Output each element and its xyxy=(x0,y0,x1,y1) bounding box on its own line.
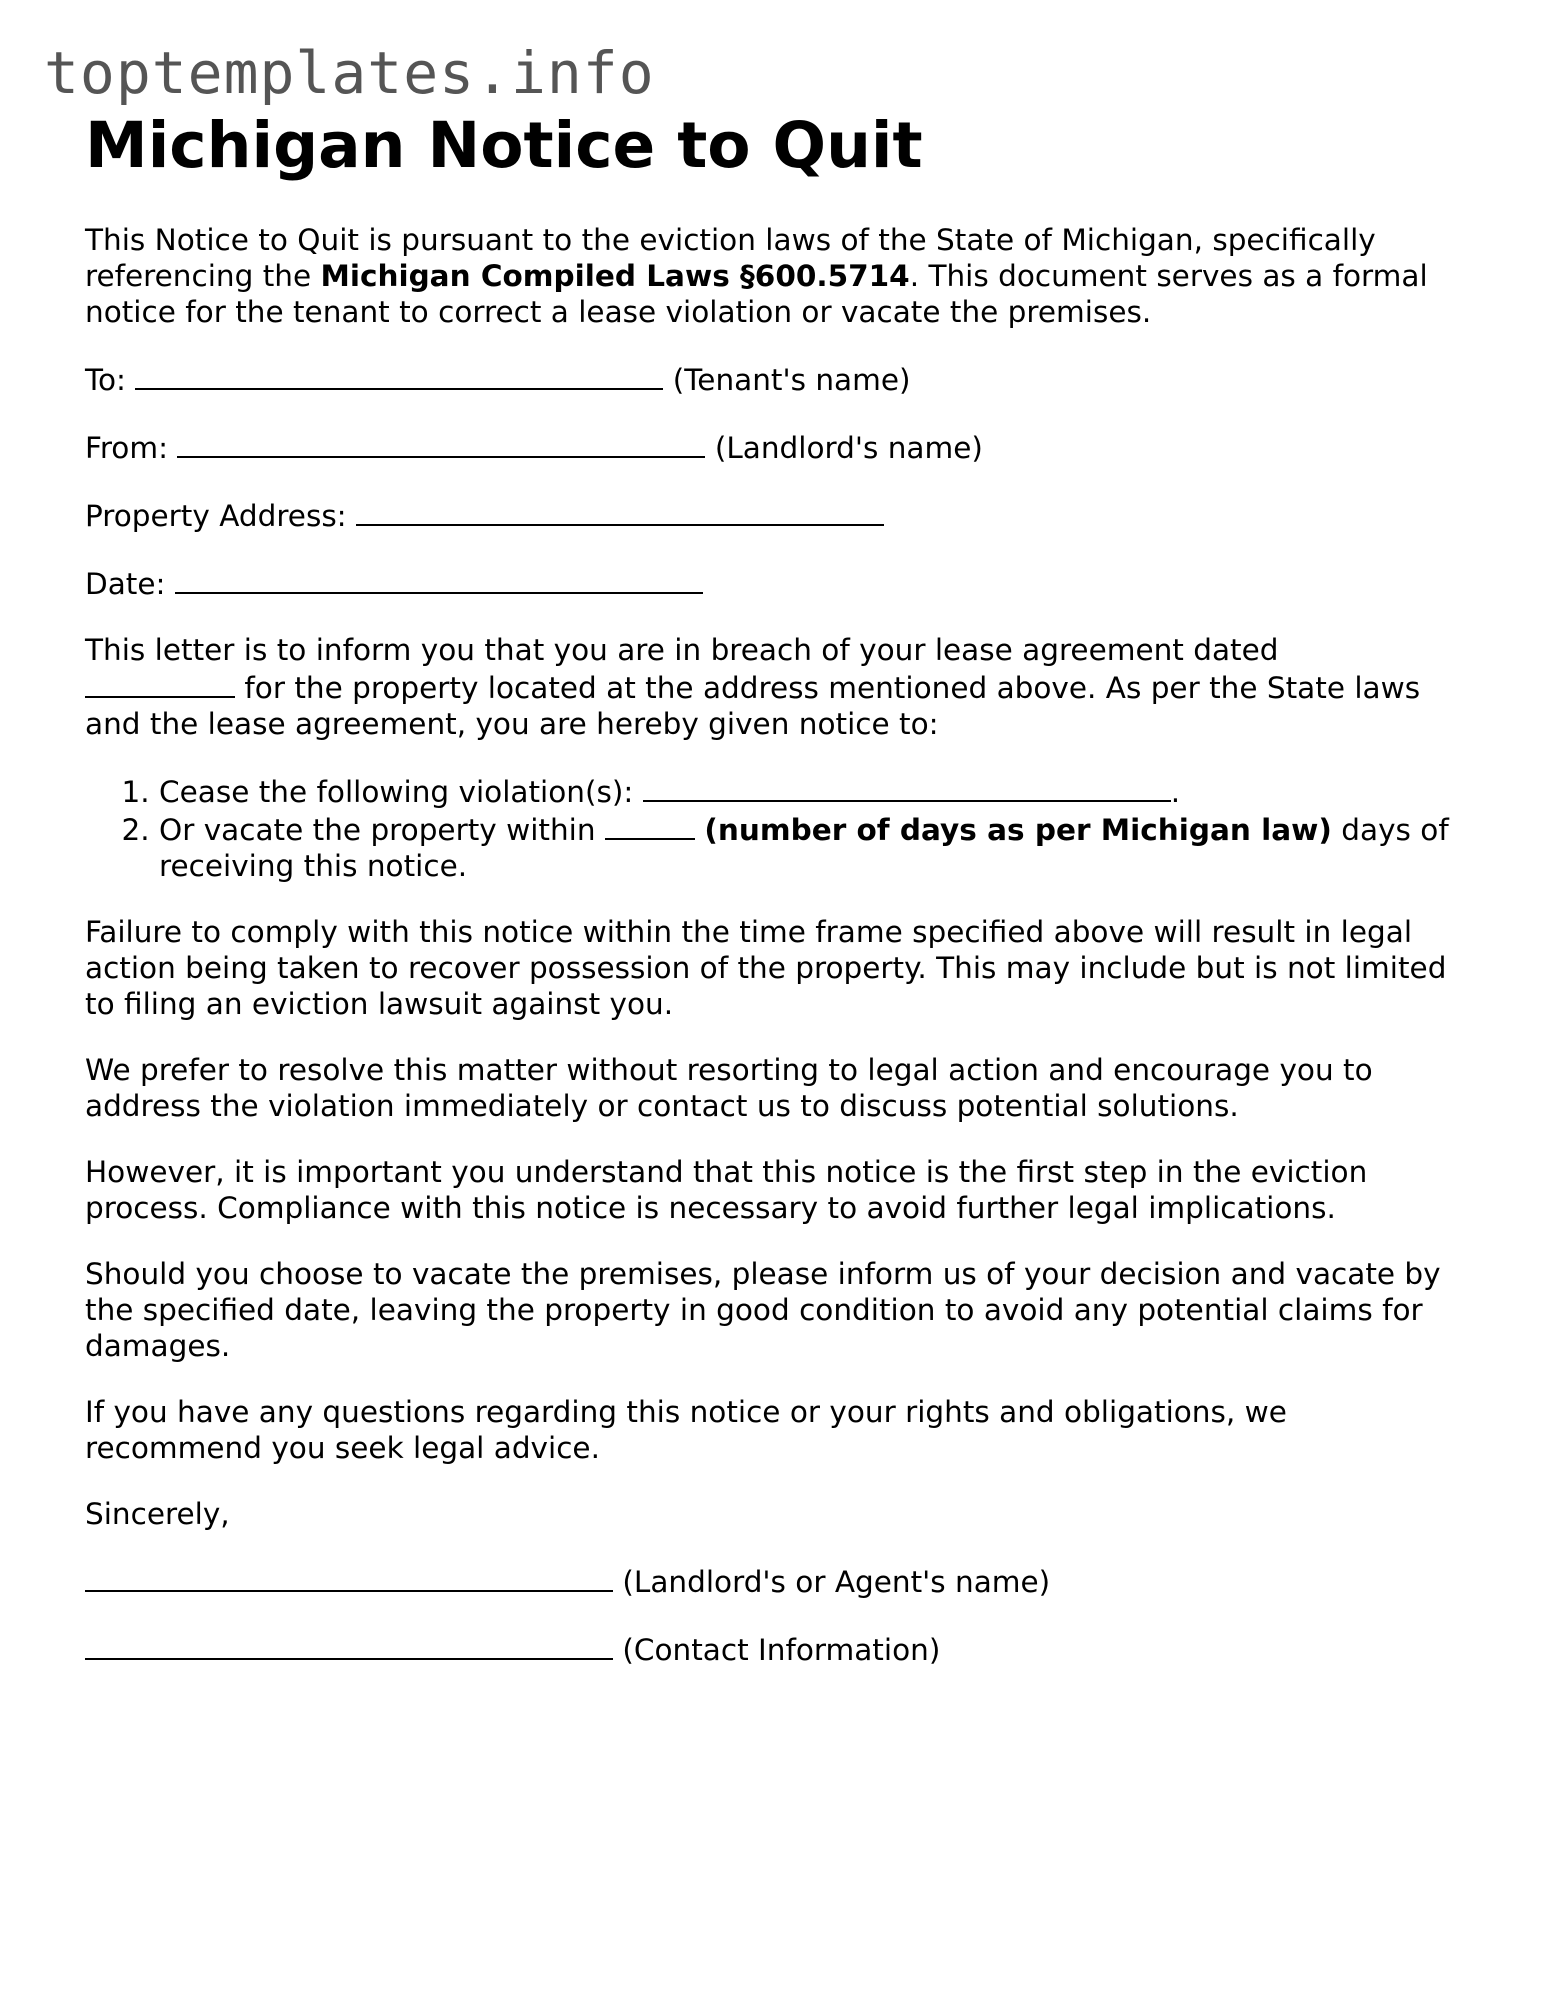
document-title: Michigan Notice to Quit xyxy=(85,109,923,182)
intro-text-end: . This document serves as a formal notice for the tenant to correct a lease violation or vacate the premises. xyxy=(85,258,1428,329)
statute-reference: Michigan Compiled Laws §600.5714 xyxy=(320,258,910,293)
to-hint: (Tenant's name) xyxy=(672,362,911,397)
watermark: toptemplates.info xyxy=(44,39,655,107)
contact-info-blank[interactable] xyxy=(85,1630,613,1660)
to-label: To: xyxy=(85,362,126,397)
list-item xyxy=(159,772,1465,810)
contact-hint: (Contact Information) xyxy=(622,1632,941,1667)
date-blank[interactable] xyxy=(175,564,703,594)
prefer-paragraph: We prefer to resolve this matter without resorting to legal action and encourage you to address the violation immediately or contact us to discuss potential solutions. xyxy=(85,1052,1373,1123)
vacate-text-end: days of receiving this notice. xyxy=(159,812,1449,883)
notice-actions-list xyxy=(85,772,1465,884)
list-item xyxy=(159,810,1465,884)
vacate-paragraph: Should you choose to vacate the premises, please inform us of your decision and vacate by the specified date, leaving the property in good condition to avoid any potential claims for damages. xyxy=(85,1256,1441,1363)
date-field-row xyxy=(85,564,1465,602)
violation-blank[interactable] xyxy=(643,772,1171,802)
vacate-text-start: Or vacate the property within xyxy=(159,812,596,847)
signer-row xyxy=(85,1562,1465,1600)
violation-text: Cease the following violation(s): xyxy=(159,774,634,809)
signer-hint: (Landlord's or Agent's name) xyxy=(622,1564,1051,1599)
intro-text-start: This Notice to Quit is pursuant to the eviction laws of the State of Michigan, specifically referencing the xyxy=(85,222,1376,293)
lease-date-blank[interactable] xyxy=(85,668,235,698)
questions-paragraph: If you have any questions regarding this notice or your rights and obligations, we recommend you seek legal advice. xyxy=(85,1394,1287,1465)
property-label: Property Address: xyxy=(85,498,347,533)
property-field-row xyxy=(85,496,1465,534)
failure-paragraph: Failure to comply with this notice within the time frame specified above will result in legal action being taken to recover possession of the property. This may include but is not limited to filing an eviction lawsuit against you. xyxy=(85,914,1447,1021)
property-address-blank[interactable] xyxy=(356,496,884,526)
breach-text-start: This letter is to inform you that you are in breach of your lease agreement dated xyxy=(85,632,1279,667)
contact-row xyxy=(85,1630,1465,1668)
breach-text-end: for the property located at the address mentioned above. As per the State laws and the lease agreement, you are hereby given notice to: xyxy=(85,670,1421,741)
from-label: From: xyxy=(85,430,169,465)
landlord-name-blank[interactable] xyxy=(177,428,705,458)
to-field-row xyxy=(85,360,1465,398)
signer-name-blank[interactable] xyxy=(85,1562,613,1592)
however-paragraph: However, it is important you understand that this notice is the first step in the eviction process. Compliance with this notice is necessary to avoid further legal implications. xyxy=(85,1154,1368,1225)
days-note: (number of days as per Michigan law) xyxy=(704,812,1332,847)
intro-paragraph xyxy=(85,222,1465,330)
date-label: Date: xyxy=(85,566,166,601)
from-hint: (Landlord's name) xyxy=(714,430,983,465)
violation-period: . xyxy=(1170,774,1181,809)
salutation: Sincerely, xyxy=(85,1496,230,1531)
document-page xyxy=(85,108,1465,1698)
tenant-name-blank[interactable] xyxy=(135,360,663,390)
breach-paragraph xyxy=(85,632,1465,742)
days-blank[interactable] xyxy=(605,810,695,840)
from-field-row xyxy=(85,428,1465,466)
